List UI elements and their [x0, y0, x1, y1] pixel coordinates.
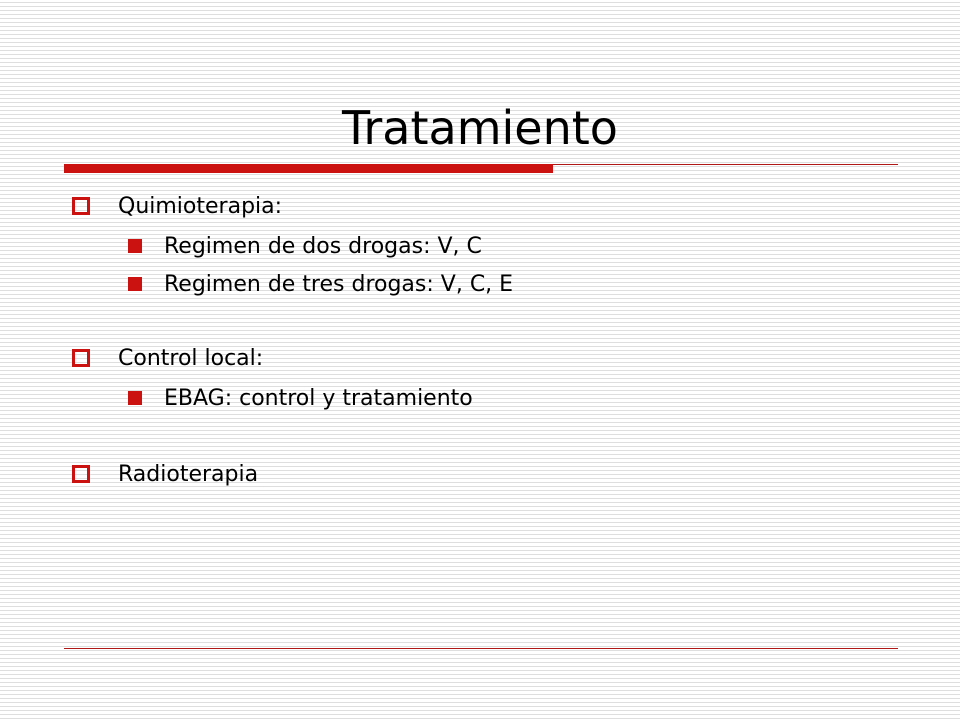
bullet-item-radioterapia — [72, 458, 258, 490]
hollow-square-bullet-icon — [72, 197, 90, 215]
bullet-label: Quimioterapia: — [118, 193, 283, 219]
bullet-item-control-local — [72, 342, 263, 374]
slide-title: Tratamiento — [342, 101, 618, 155]
filled-square-bullet-icon — [128, 391, 142, 405]
title-underline-accent — [64, 164, 553, 173]
filled-square-bullet-icon — [128, 239, 142, 253]
bullet-label: Radioterapia — [118, 461, 259, 487]
sub-bullet-item — [128, 230, 482, 262]
sub-bullet-label: Regimen de tres drogas: V, C, E — [164, 271, 514, 297]
sub-bullet-label: EBAG: control y tratamiento — [164, 385, 473, 411]
footer-divider — [64, 648, 898, 649]
filled-square-bullet-icon — [128, 277, 142, 291]
bullet-label: Control local: — [118, 345, 264, 371]
title-underline-thin — [553, 164, 898, 165]
sub-bullet-item — [128, 382, 473, 414]
bullet-item-quimioterapia — [72, 190, 282, 222]
sub-bullet-label: Regimen de dos drogas: V, C — [164, 233, 482, 259]
hollow-square-bullet-icon — [72, 349, 90, 367]
sub-bullet-item — [128, 268, 513, 300]
hollow-square-bullet-icon — [72, 465, 90, 483]
